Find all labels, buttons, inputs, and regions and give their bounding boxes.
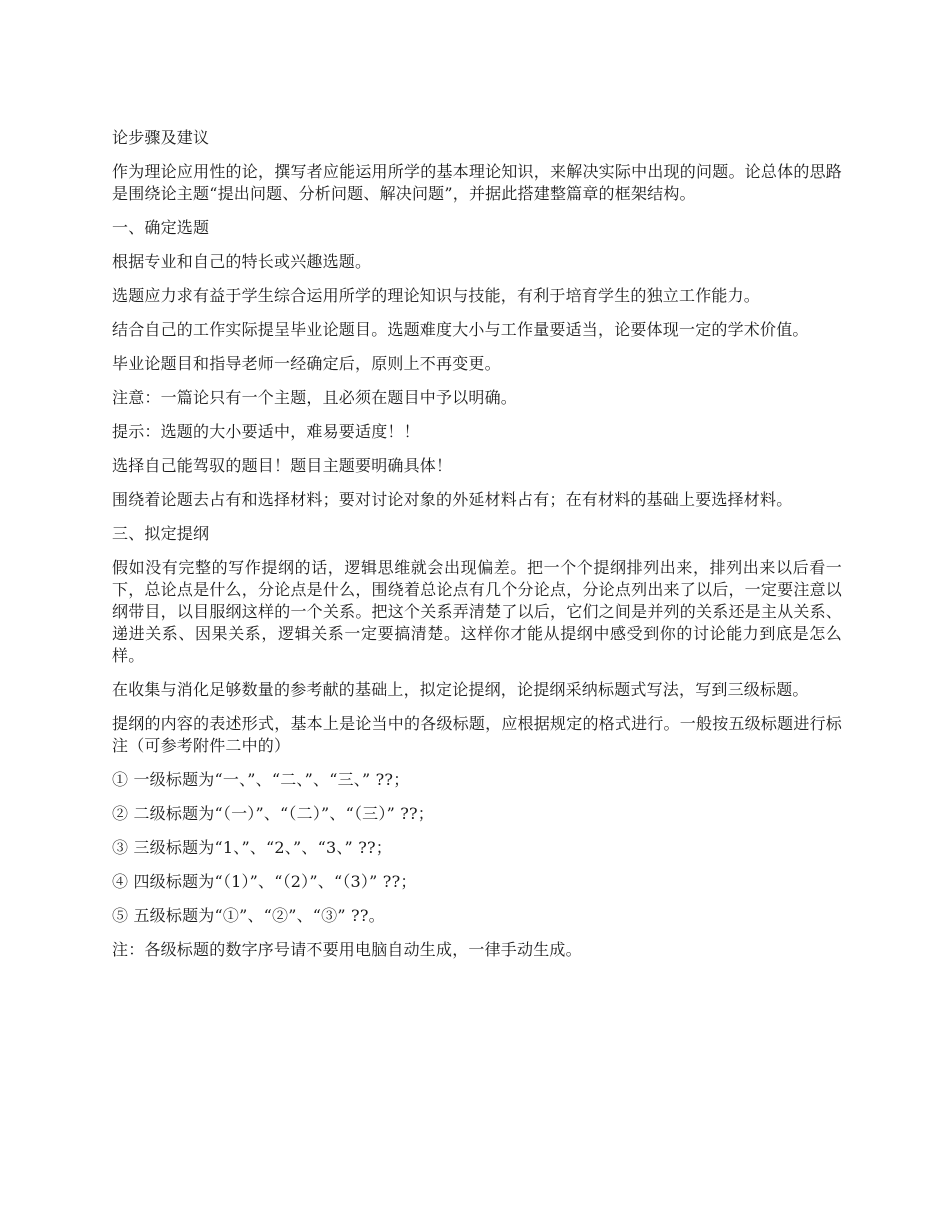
intro-paragraph: 作为理论应用性的论，撰写者应能运用所学的基本理论知识，来解决实际中出现的问题。论总体的思路是围绕论主题“提出问题、分析问题、解决问题”，并据此搭建整篇章的框架结构。 — [112, 162, 842, 203]
paragraph: 毕业论题目和指导老师一经确定后，原则上不再变更。 — [112, 354, 501, 373]
document-page — [112, 127, 842, 973]
paragraph: 根据专业和自己的特长或兴趣选题。 — [112, 252, 372, 271]
list-item: ④ 四级标题为“（1）”、“（2）”、“（3）” ??； — [112, 872, 417, 891]
section-heading-outline: 三、拟定提纲 — [112, 524, 210, 543]
note-paragraph: 注：各级标题的数字序号请不要用电脑自动生成，一律手动生成。 — [112, 940, 582, 959]
list-item: ① 一级标题为“一、”、“二、”、“三、” ??； — [112, 770, 410, 789]
list-item: ② 二级标题为“（一）”、“（二）”、“（三）” ??； — [112, 804, 435, 823]
tip-paragraph: 提示：选题的大小要适中，难易要适度！！ — [112, 422, 420, 441]
paragraph: 选择自己能驾驭的题目！题目主题要明确具体！ — [112, 456, 453, 475]
section-heading-select-topic: 一、确定选题 — [112, 218, 210, 237]
paragraph: 结合自己的工作实际提呈毕业论题目。选题难度大小与工作量要适当，论要体现一定的学术价值。 — [112, 320, 809, 339]
paragraph: 假如没有完整的写作提纲的话，逻辑思维就会出现偏差。把一个个提纲排列出来，排列出来以后看一下，总论点是什么，分论点是什么，围绕着总论点有几个分论点，分论点列出来了以后，一定要注意以纲带目，以目服纲这样的一个关系。把这个关系弄清楚了以后，它们之间是并列的关系还是主从关系、递进关系、因果关系，逻辑关系一定要搞清楚。这样你才能从提纲中感受到你的讨论能力到底是怎么样。 — [112, 558, 842, 665]
paragraph: 在收集与消化足够数量的参考献的基础上，拟定论提纲，论提纲采纳标题式写法，写到三级标题。 — [112, 680, 809, 699]
list-item: ③ 三级标题为“1、”、“2、”、“3、” ??； — [112, 838, 392, 857]
paragraph: 提纲的内容的表述形式，基本上是论当中的各级标题，应根据规定的格式进行。一般按五级标题进行标注（可参考附件二中的） — [112, 714, 842, 755]
paragraph: 围绕着论题去占有和选择材料；要对讨论对象的外延材料占有；在有材料的基础上要选择材料。 — [112, 490, 793, 509]
paragraph: 选题应力求有益于学生综合运用所学的理论知识与技能，有利于培育学生的独立工作能力。 — [112, 286, 761, 305]
note-paragraph: 注意：一篇论只有一个主题，且必须在题目中予以明确。 — [112, 388, 518, 407]
document-title: 论步骤及建议 — [112, 128, 210, 147]
list-item: ⑤ 五级标题为“①”、“②”、“③” ??。 — [112, 906, 385, 925]
